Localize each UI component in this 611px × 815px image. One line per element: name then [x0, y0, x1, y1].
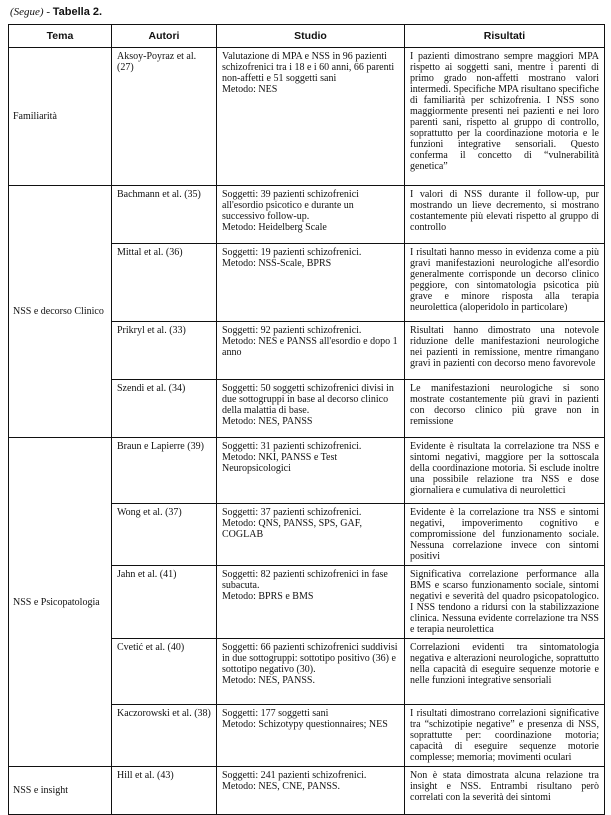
cell-studio: Soggetti: 82 pazienti schizofrenici in fase subacuta. Metodo: BPRS e BMS	[217, 566, 405, 639]
table-row	[9, 48, 605, 186]
header-tema: Tema	[9, 25, 112, 48]
caption-table-label: Tabella 2.	[52, 6, 103, 18]
cell-studio: Soggetti: 241 pazienti schizofrenici. Metodo: NES, CNE, PANSS.	[217, 767, 405, 815]
cell-autori: Prikryl et al. (33)	[112, 322, 217, 380]
cell-risultati: I valori di NSS durante il follow-up, pur mostrando un lieve decremento, si mostrano costantemente più elevati rispetto al gruppo di controllo	[405, 186, 605, 244]
cell-risultati: Non è stata dimostrata alcuna relazione tra insight e NSS. Entrambi risultano però correlati con la severità dei sintomi	[405, 767, 605, 815]
cell-risultati: Le manifestazioni neurologiche si sono mostrate costantemente più gravi in pazienti con decorso clinico più grave non in remissione	[405, 380, 605, 438]
cell-risultati: Significativa correlazione performance alla BMS e scarso funzionamento sociale, sintomi negativi e severità del quadro psicopatologico. I NSS tendono a ridursi con la stabilizzazione clinica. Nessuna evidente correlazione tra NSS e terapia neurolettica	[405, 566, 605, 639]
cell-tema: NSS e insight	[9, 767, 112, 815]
table-row	[9, 438, 605, 504]
table-caption	[10, 6, 102, 18]
cell-autori: Hill et al. (43)	[112, 767, 217, 815]
table-row	[9, 767, 605, 815]
cell-tema: NSS e decorso Clinico	[9, 186, 112, 438]
table-header-row	[9, 25, 605, 48]
cell-autori: Jahn et al. (41)	[112, 566, 217, 639]
caption-dash: -	[43, 6, 53, 18]
cell-studio: Soggetti: 50 soggetti schizofrenici divisi in due sottogruppi in base al decorso clinico della malattia di base. Metodo: NES, PANSS	[217, 380, 405, 438]
cell-studio: Soggetti: 37 pazienti schizofrenici. Metodo: QNS, PANSS, SPS, GAF, COGLAB	[217, 504, 405, 566]
cell-studio: Soggetti: 177 soggetti sani Metodo: Schizotypy questionnaires; NES	[217, 705, 405, 767]
cell-tema: Familiarità	[9, 48, 112, 186]
cell-autori: Bachmann et al. (35)	[112, 186, 217, 244]
cell-studio: Soggetti: 66 pazienti schizofrenici suddivisi in due sottogruppi: sottotipo positivo (36) e sottotipo negativo (30). Metodo: NES, PANSS.	[217, 639, 405, 705]
cell-autori: Aksoy-Poyraz et al. (27)	[112, 48, 217, 186]
header-risultati: Risultati	[405, 25, 605, 48]
results-table	[8, 24, 605, 815]
cell-studio: Soggetti: 92 pazienti schizofrenici. Metodo: NES e PANSS all'esordio e dopo 1 anno	[217, 322, 405, 380]
header-autori: Autori	[112, 25, 217, 48]
cell-risultati: I pazienti dimostrano sempre maggiori MPA rispetto ai soggetti sani, mentre i parenti di primo grado non-affetti mostrano valori intermedi. Specifiche MPA risultano specifiche di familiarità per schizofrenia. I NSS sono maggiormente presenti nei pazienti e nei loro parenti sani, rispetto al gruppo di controllo, soprattutto per la coordinazione motoria e le funzioni integrative sensoriali. Questo conferma il concetto di “vulnerabilità genetica”	[405, 48, 605, 186]
table-body	[9, 48, 605, 815]
cell-studio: Soggetti: 19 pazienti schizofrenici. Metodo: NSS-Scale, BPRS	[217, 244, 405, 322]
cell-autori: Cvetić et al. (40)	[112, 639, 217, 705]
cell-studio: Valutazione di MPA e NSS in 96 pazienti schizofrenici tra i 18 e i 60 anni, 66 parenti non-affetti e 51 soggetti sani Metodo: NES	[217, 48, 405, 186]
cell-autori: Wong et al. (37)	[112, 504, 217, 566]
header-studio: Studio	[217, 25, 405, 48]
cell-autori: Mittal et al. (36)	[112, 244, 217, 322]
table-row	[9, 186, 605, 244]
cell-studio: Soggetti: 39 pazienti schizofrenici all'esordio psicotico e durante un successivo follow-up. Metodo: Heidelberg Scale	[217, 186, 405, 244]
cell-risultati: Risultati hanno dimostrato una notevole riduzione delle manifestazioni neurologiche nei pazienti in remissione, mentre rimangano gravi in pazienti con decorso meno favorevole	[405, 322, 605, 380]
cell-risultati: Correlazioni evidenti tra sintomatologia negativa e alterazioni neurologiche, soprattutto nella capacità di eseguire sequenze motorie e nelle funzioni integrative sensoriali	[405, 639, 605, 705]
cell-risultati: I risultati dimostrano correlazioni significative tra “schizotipie negative” e presenza di NSS, soprattutte per: coordinazione motoria; capacità di eseguire sequenze motorie complesse; memoria; movimenti oculari	[405, 705, 605, 767]
caption-segue: (Segue)	[10, 6, 44, 18]
cell-tema: NSS e Psicopatologia	[9, 438, 112, 767]
cell-risultati: I risultati hanno messo in evidenza come a più gravi manifestazioni neurologiche all'esordio generalmente corrisponde un decorso clinico peggiore, con sintomatologia psicotica più grave e minore risposta alla terapia neurolettica (aloperidolo in particolare)	[405, 244, 605, 322]
cell-risultati: Evidente è risultata la correlazione tra NSS e sintomi negativi, maggiore per la sottoscala della coordinazione motoria. Si esclude inoltre una possibile relazione tra NSS e dose giornaliera e cumulativa di neurolettici	[405, 438, 605, 504]
cell-autori: Szendi et al. (34)	[112, 380, 217, 438]
cell-studio: Soggetti: 31 pazienti schizofrenici. Metodo: NKI, PANSS e Test Neuropsicologici	[217, 438, 405, 504]
cell-autori: Braun e Lapierre (39)	[112, 438, 217, 504]
cell-autori: Kaczorowski et al. (38)	[112, 705, 217, 767]
cell-risultati: Evidente è la correlazione tra NSS e sintomi negativi, impoverimento cognitivo e compromissione del funzionamento sociale. Nessuna correlazione invece con sintomi positivi	[405, 504, 605, 566]
